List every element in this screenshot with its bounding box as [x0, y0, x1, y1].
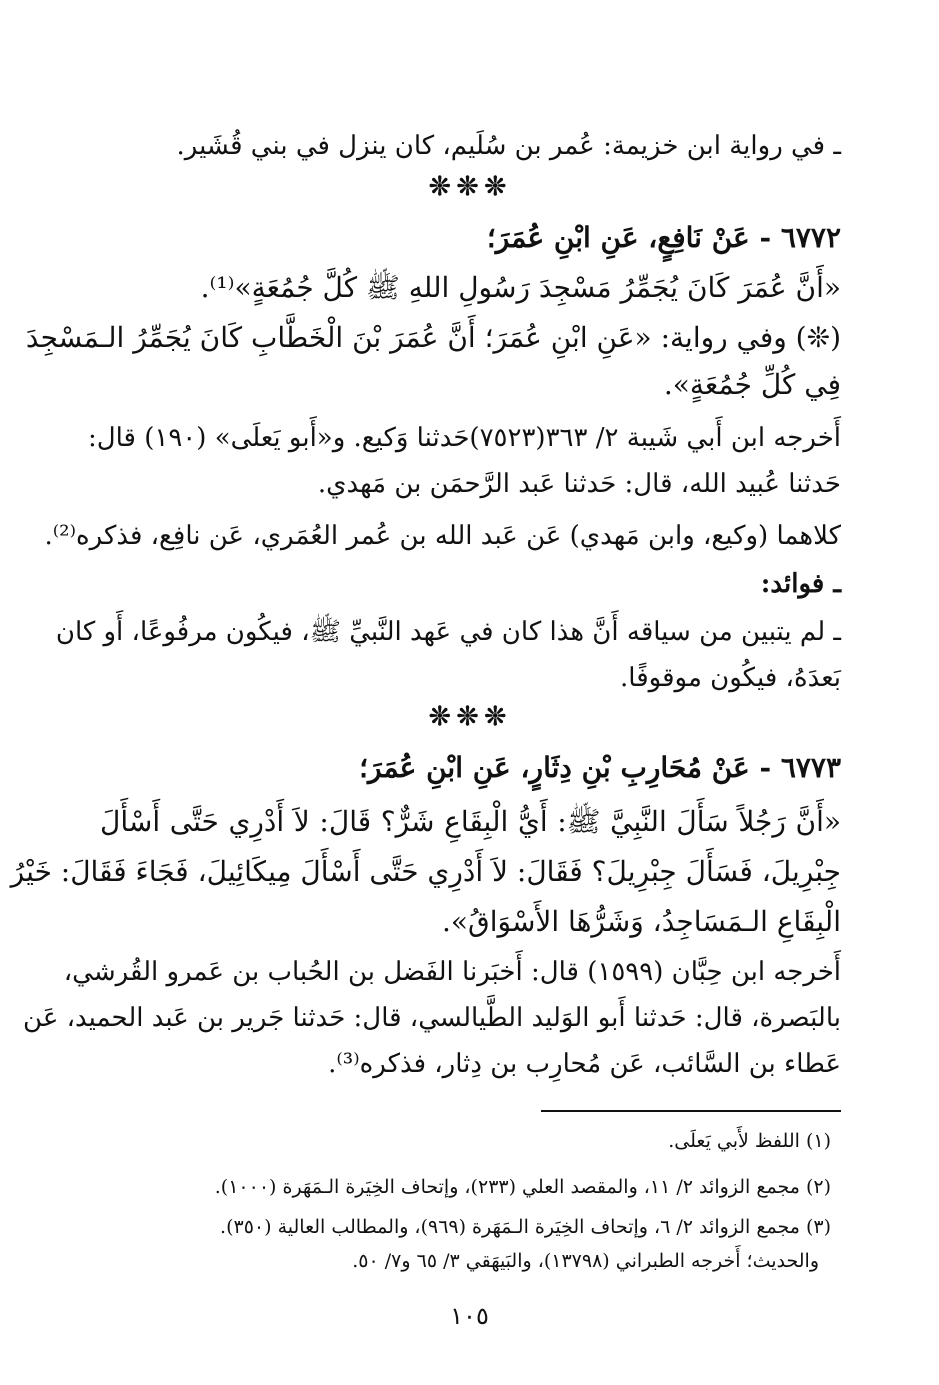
text-line: ـ في رواية ابن خزيمة: عُمر بن سُلَيم، كان ينزل في بني قُشَير.: [176, 131, 841, 161]
variant-narration: (❊) وفي رواية: «عَنِ ابْنِ عُمَرَ؛ أَنَّ عُمَرَ بْنَ الْخَطَّابِ كَانَ يُجَمِّرُ الـمَسْجِدَ: [25, 321, 841, 354]
section-separator: ❊❊❊: [428, 172, 513, 202]
takhrij-line: أَخرجه ابن أَبي شَيبة ٢/ ٣٦٣(٧٥٢٣)حَدثنا وَكيع. و«أَبو يَعلَى» (١٩٠) قال:: [87, 423, 841, 453]
benefit-line: بَعدَهُ، فيكُون موقوفًا.: [620, 663, 841, 693]
takhrij-line: كلاهما (وكيع، وابن مَهدي) عَن عَبد الله بن عُمر العُمَري، عَن نافِع، فذكره⁽²⁾.: [44, 521, 841, 551]
benefit-line: ـ لم يتبين من سياقه أَنَّ هذا كان في عَهد النَّبيِّ ﷺ، فيكُون مرفُوعًا، أَو كان: [55, 617, 841, 647]
hadith-6773-heading: ٦٧٧٣ - عَنْ مُحَارِبِ بْنِ دِثَارٍ، عَنِ ابْنِ عُمَرَ؛: [359, 751, 841, 784]
takhrij-line: حَدثنا عُبيد الله، قال: حَدثنا عَبد الرَّحمَن بن مَهدي.: [317, 469, 841, 499]
page-number: ١٠٥: [450, 1302, 489, 1330]
hadith-text: «أَنَّ رَجُلاً سَأَلَ النَّبِيَّ ﷺ: أَيُّ الْبِقَاعِ شَرٌّ؟ قَالَ: لاَ أَدْرِي حَتَّى أَسْأَلَ: [100, 805, 841, 838]
takhrij-line: بالبَصرة، قال: حَدثنا أَبو الوَليد الطَّيالسي، قال: حَدثنا جَرير بن عَبد الحميد، عَن: [23, 1003, 841, 1033]
footnote-2: (٢) مجمع الزوائد ٢/ ١١، والمقصد العلي (٢٣٣)، وإتحاف الخِيَرة الـمَهَرة (١٠٠٠).: [214, 1176, 831, 1198]
hadith-text: «أَنَّ عُمَرَ كَانَ يُجَمِّرُ مَسْجِدَ رَسُولِ اللهِ ﷺ كُلَّ جُمُعَةٍ»⁽¹⁾.: [200, 271, 841, 304]
footnote-divider: [541, 1110, 841, 1112]
section-separator: ❊❊❊: [428, 702, 513, 732]
hadith-6772-heading: ٦٧٧٢ - عَنْ نَافِعٍ، عَنِ ابْنِ عُمَرَ؛: [486, 221, 841, 254]
footnote-3-continued: والحديث؛ أَخرجه الطبراني (١٣٧٩٨)، والبَيهَقي ٣/ ٦٥ و٧/ ٥٠.: [352, 1250, 819, 1272]
hadith-text: جِبْرِيلَ، فَسَأَلَ جِبْرِيلَ؟ فَقَالَ: لاَ أَدْرِي حَتَّى أَسْأَلَ مِيكَائِيلَ، فَجَاءَ فَقَالَ: خَيْرُ: [10, 855, 841, 888]
footnote-1: (١) اللفظ لأَبي يَعلَى.: [668, 1130, 831, 1152]
takhrij-line: عَطاء بن السَّائب، عَن مُحارِب بن دِثار، فذكره⁽³⁾.: [328, 1049, 841, 1079]
variant-narration-end: فِي كُلِّ جُمُعَةٍ».: [663, 368, 841, 401]
benefits-heading: ـ فوائد:: [760, 569, 841, 599]
takhrij-line: أَخرجه ابن حِبَّان (١٥٩٩) قال: أَخبَرنا الفَضل بن الحُباب بن عَمرو القُرشي،: [63, 957, 841, 987]
hadith-text: الْبِقَاعِ الـمَسَاجِدُ، وَشَرُّهَا الأَسْوَاقُ».: [441, 905, 841, 938]
footnote-3: (٣) مجمع الزوائد ٢/ ٦، وإتحاف الخِيَرة الـمَهَرة (٩٦٩)، والمطالب العالية (٣٥٠).: [220, 1216, 831, 1238]
